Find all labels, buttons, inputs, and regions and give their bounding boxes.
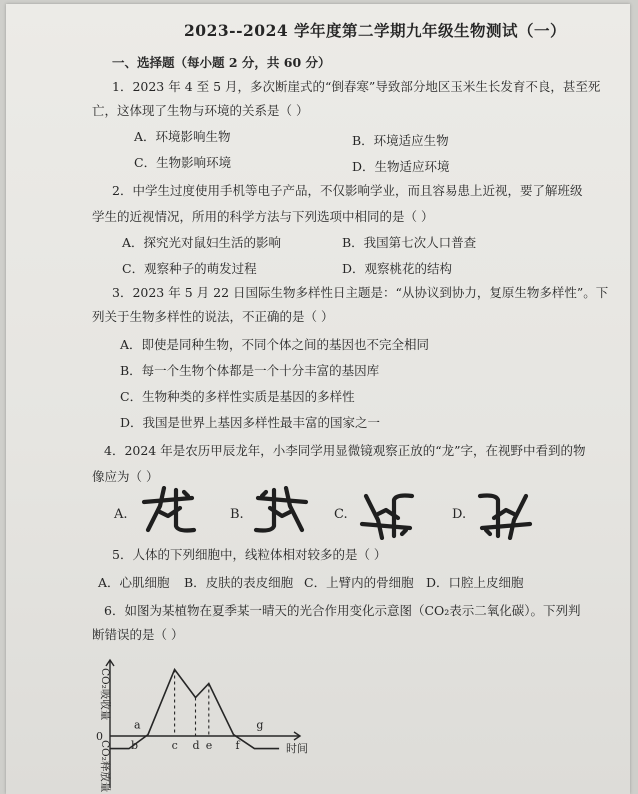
q1-option-d: D．生物适应环境: [352, 159, 450, 174]
photosynthesis-chart: [82, 656, 322, 792]
point-label-g: g: [256, 718, 264, 732]
q5-stem: 5．人体的下列细胞中，线粒体相对较多的是（ ）: [112, 547, 387, 562]
q4-option-d-glyph: [474, 488, 536, 540]
q4-option-a-glyph: [138, 486, 200, 538]
q2-stem-line1: 2．中学生过度使用手机等电子产品，不仅影响学业，而且容易患上近视，要了解班级: [112, 183, 583, 198]
q2-stem-line2: 学生的近视情况，所用的科学方法与下列选项中相同的是（ ）: [92, 209, 434, 224]
q4-option-b-glyph: [250, 486, 312, 538]
x-axis-label: 时间: [286, 742, 308, 755]
q4-option-a-label: A.: [114, 507, 128, 522]
q4-option-d-label: D.: [452, 507, 467, 522]
q5-option-a: A．心肌细胞: [98, 575, 170, 590]
q1-stem-line1: 1．2023 年 4 至 5 月，多次断崖式的“倒春寒”导致部分地区玉米生长发育不良，甚至死: [112, 79, 601, 94]
point-labels: [131, 719, 263, 752]
q3-option-c: C．生物种类的多样性实质是基因的多样性: [120, 389, 355, 404]
q1-option-a: A．环境影响生物: [134, 129, 231, 144]
q4-option-b-label: B.: [230, 507, 244, 522]
point-label-d: d: [192, 739, 200, 752]
y-axis-label-top: CO₂吸收量: [99, 668, 111, 721]
q2-option-d: D．观察桃花的结构: [342, 261, 453, 276]
q1-option-c: C．生物影响环境: [134, 155, 232, 170]
q3-option-a: A．即使是同种生物，不同个体之间的基因也不完全相同: [120, 337, 430, 352]
chart-guides: [175, 670, 209, 737]
q1-stem-line2: 亡，这体现了生物与环境的关系是（ ）: [92, 103, 309, 118]
q2-option-b: B．我国第七次人口普查: [342, 235, 477, 250]
point-label-c: c: [171, 739, 178, 752]
q5-option-c: C．上臂内的骨细胞: [304, 575, 414, 590]
exam-title: 2023--2024 学年度第二学期九年级生物测试（一）: [184, 21, 567, 40]
q5-option-d: D．口腔上皮细胞: [426, 575, 524, 590]
q2-option-c: C．观察种子的萌发过程: [122, 261, 257, 276]
q3-stem-line2: 列关于生物多样性的说法，不正确的是（ ）: [92, 309, 334, 324]
q6-stem-line2: 断错误的是（ ）: [92, 627, 184, 642]
series-line: [110, 670, 279, 749]
q6-stem-line1: 6．如图为某植物在夏季某一晴天的光合作用变化示意图（CO₂表示二氧化碳）。下列判: [104, 603, 581, 618]
q4-option-c-label: C.: [334, 507, 348, 522]
point-label-f: f: [235, 739, 240, 752]
point-label-e: e: [205, 739, 213, 752]
q4-option-c-glyph: [356, 488, 418, 540]
section-heading: 一、选择题（每小题 2 分，共 60 分）: [112, 55, 331, 70]
origin-label: 0: [96, 730, 103, 743]
q2-option-a: A．探究光对鼠妇生活的影响: [122, 235, 282, 250]
exam-paper: [6, 4, 630, 794]
q3-option-d: D．我国是世界上基因多样性最丰富的国家之一: [120, 415, 381, 430]
q3-option-b: B．每一个生物个体都是一个十分丰富的基因库: [120, 363, 380, 378]
q1-option-b: B．环境适应生物: [352, 133, 449, 148]
q4-stem-line1: 4．2024 年是农历甲辰龙年，小李同学用显微镜观察正放的“龙”字，在视野中看到的物: [104, 443, 586, 458]
q3-stem-line1: 3．2023 年 5 月 22 日国际生物多样性日主题是：“从协议到协力，复原生物多样性”。下: [112, 285, 609, 300]
q5-option-b: B．皮肤的表皮细胞: [184, 575, 294, 590]
point-label-a: a: [134, 718, 141, 732]
q4-stem-line2: 像应为（ ）: [92, 469, 159, 484]
y-axis-label-bottom: CO₂释放量: [99, 740, 111, 792]
point-label-b: b: [131, 739, 139, 752]
